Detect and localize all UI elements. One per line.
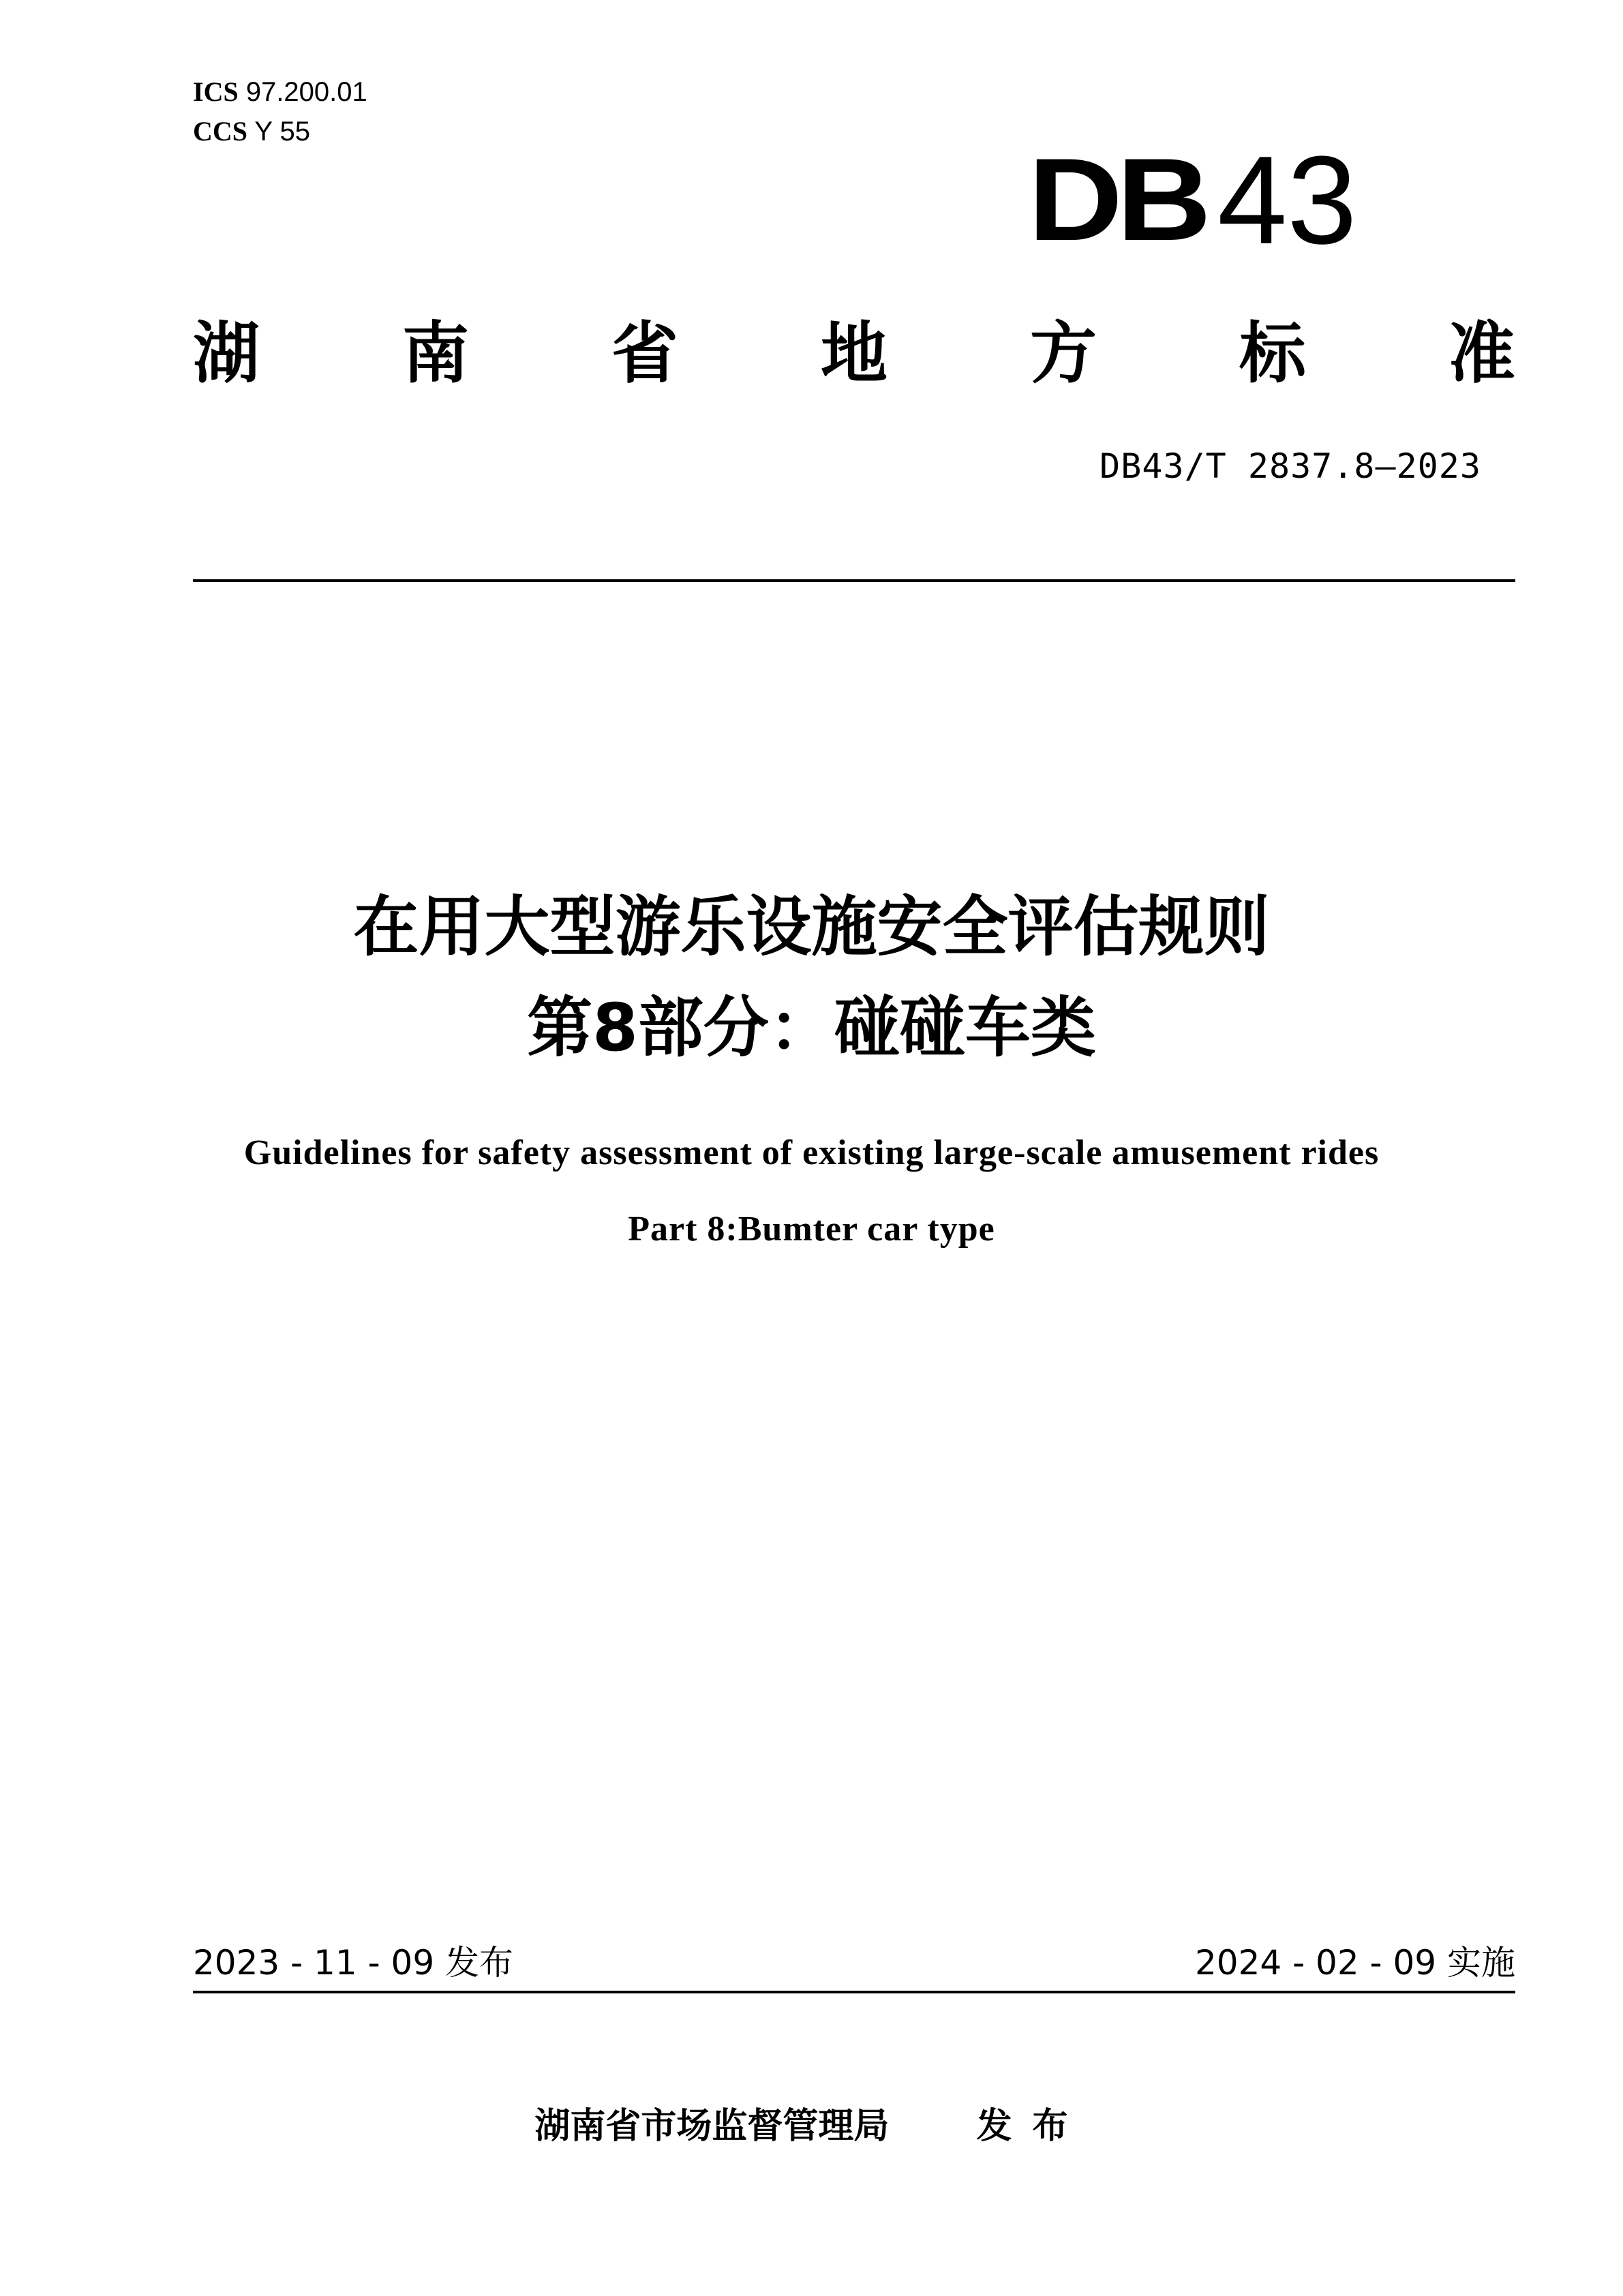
db-logo-letters: DB (1028, 134, 1206, 265)
standard-type-char: 标 (1239, 314, 1306, 393)
title-english-line2: Part 8:Bumter car type (628, 1210, 995, 1249)
standard-number: DB43/T 2837.8—2023 (1099, 446, 1481, 486)
standard-type-heading (193, 307, 1515, 393)
ics-code (193, 76, 367, 108)
title-chinese-line2: 第8部分：碰碰车类 (527, 990, 1096, 1066)
standard-type-char: 地 (820, 314, 888, 393)
implementation-date: 2024 - 02 - 09 实施 (1194, 1943, 1515, 1983)
standard-type-char: 南 (401, 314, 469, 393)
ccs-code (193, 116, 310, 147)
db-logo (1028, 129, 1389, 270)
standard-type-char: 省 (611, 314, 678, 393)
ccs-label: CCS (193, 116, 248, 147)
title-english-line1: Guidelines for safety assessment of existing large-scale amusement rides (243, 1133, 1380, 1172)
ics-value: 97.200.01 (245, 77, 367, 107)
standard-type-char: 方 (1029, 314, 1097, 393)
standard-type-char: 准 (1448, 314, 1515, 393)
issue-date: 2023 - 11 - 09 发布 (193, 1943, 514, 1983)
publisher-action: 发布 (976, 2106, 1089, 2147)
standard-type-char: 湖 (193, 314, 260, 393)
publisher-org: 湖南省市场监督管理局 (534, 2106, 890, 2147)
db-logo-number: 43 (1217, 129, 1357, 270)
ics-label: ICS (193, 76, 239, 107)
title-chinese-line1: 在用大型游乐设施安全评估规则 (353, 889, 1270, 965)
publisher-line (0, 2104, 1623, 2148)
top-divider (193, 579, 1515, 582)
bottom-divider (193, 1991, 1515, 1993)
ccs-value: Y 55 (254, 117, 310, 147)
